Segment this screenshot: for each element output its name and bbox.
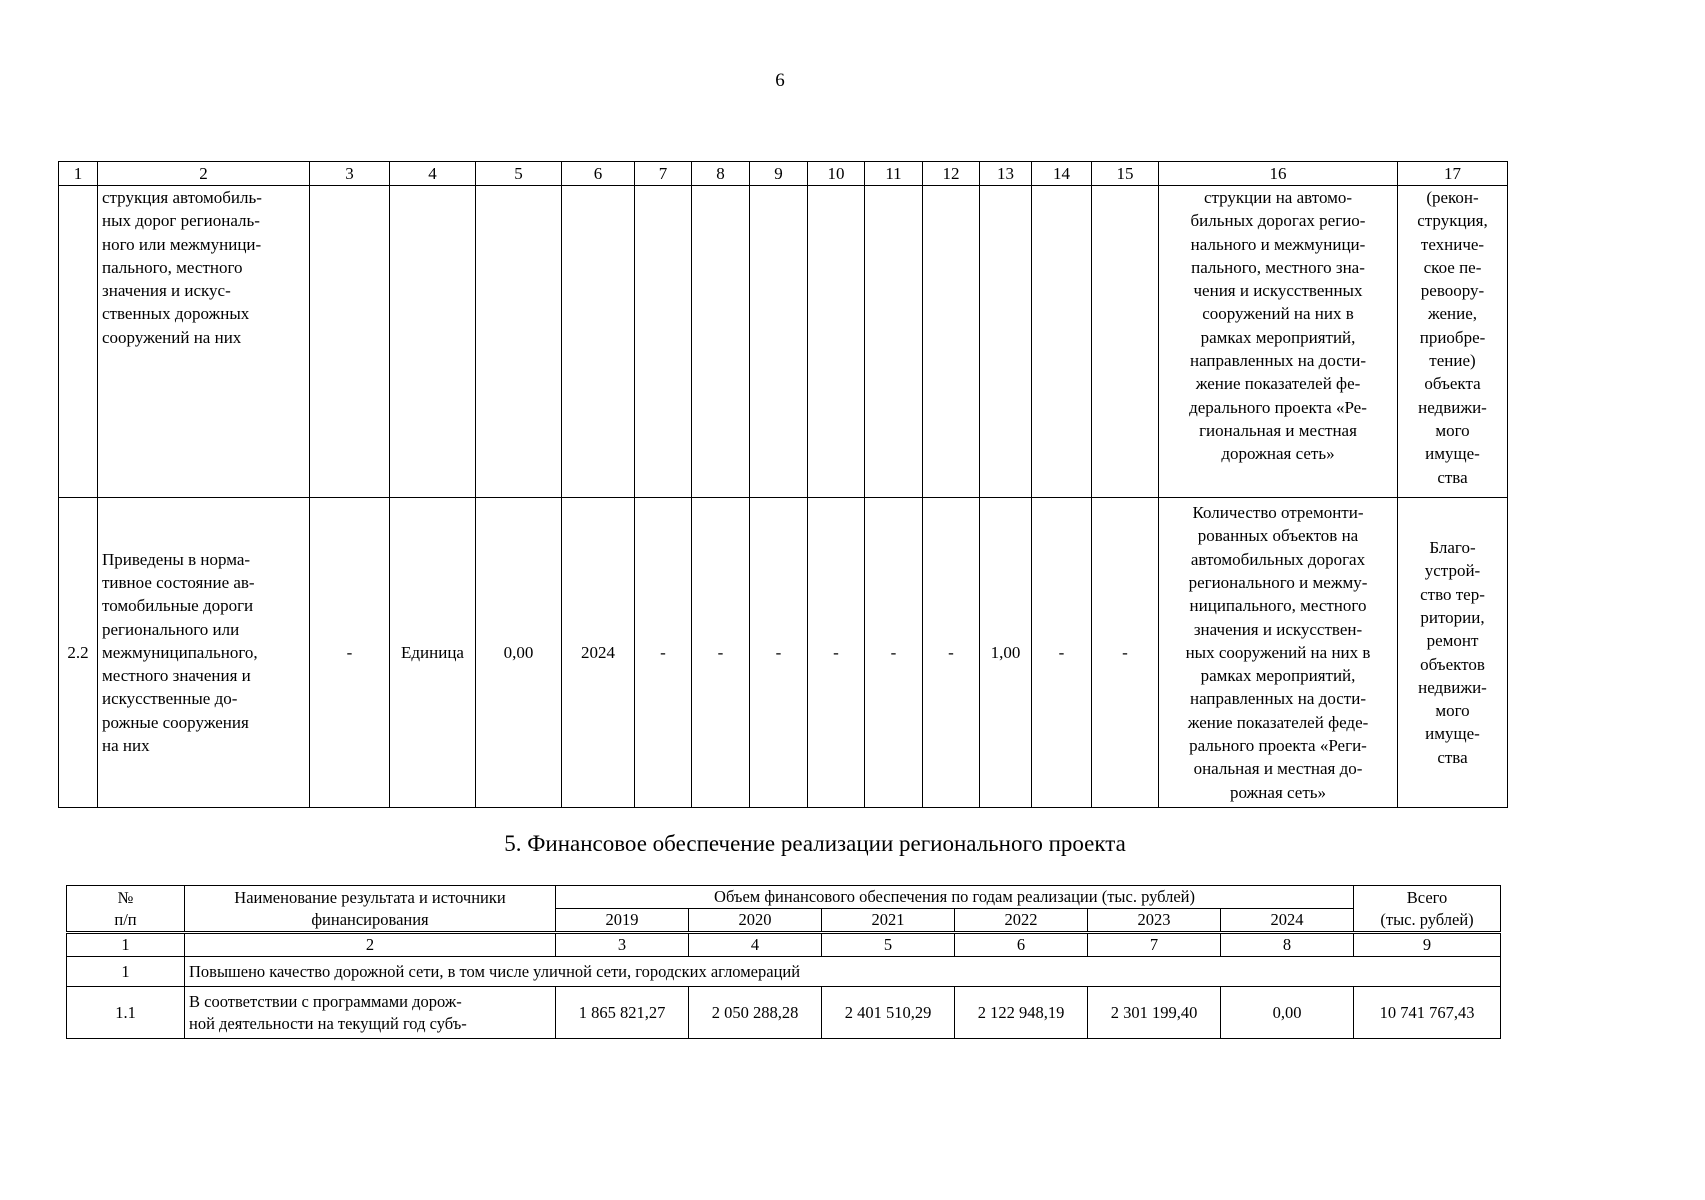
- table-row-1-1: [67, 987, 1501, 1039]
- amount-cell: 2 122 948,19: [955, 987, 1088, 1039]
- source-name-cell: В соответствии с программами дорож- ной деятельности на текущий год субъ-: [185, 987, 556, 1039]
- amount-cell: 2 050 288,28: [689, 987, 822, 1039]
- table-row-2-2: [59, 498, 1508, 808]
- characteristic-cell: Количество отремонти- рованных объектов на автомобильных дорогах регионального и межму- ниципального, местного значения и искусствен- ных сооружений на них в рамках мероприятий, направленных на дости- жение показателей феде- рального проекта «Реги- ональная и местная до- рожная сеть»: [1159, 498, 1398, 808]
- column-number: 7: [635, 162, 692, 186]
- amount-cell: 1 865 821,27: [556, 987, 689, 1039]
- header-number: № п/п: [67, 886, 185, 933]
- header-total: Всего (тыс. рублей): [1354, 886, 1501, 933]
- column-number: 11: [865, 162, 923, 186]
- column-number: 8: [1221, 933, 1354, 957]
- header-year: 2022: [955, 909, 1088, 933]
- column-number: 5: [822, 933, 955, 957]
- column-number: 2: [185, 933, 556, 957]
- empty-cell: [562, 186, 635, 498]
- column-number: 6: [955, 933, 1088, 957]
- column-number: 10: [808, 162, 865, 186]
- column-number: 8: [692, 162, 750, 186]
- base-value-cell: 0,00: [476, 498, 562, 808]
- row-number-cell: 2.2: [59, 498, 98, 808]
- total-cell: 10 741 767,43: [1354, 987, 1501, 1039]
- result-name-cell: струкция автомобиль- ных дорог региональ- ного или межмуници- пального, местного значения и искус- ственных дорожных сооружений на них: [98, 186, 310, 498]
- column-number: 1: [59, 162, 98, 186]
- column-number: 12: [923, 162, 980, 186]
- table-row-continued: [59, 186, 1508, 498]
- value-cell: -: [1092, 498, 1159, 808]
- empty-cell: [1092, 186, 1159, 498]
- header-year: 2024: [1221, 909, 1354, 933]
- amount-cell: 0,00: [1221, 987, 1354, 1039]
- column-number: 5: [476, 162, 562, 186]
- column-number: 13: [980, 162, 1032, 186]
- unit-cell: Единица: [390, 498, 476, 808]
- header-year: 2019: [556, 909, 689, 933]
- column-number: 17: [1398, 162, 1508, 186]
- value-cell: -: [635, 498, 692, 808]
- empty-cell: [59, 186, 98, 498]
- empty-cell: [390, 186, 476, 498]
- header-year: 2023: [1088, 909, 1221, 933]
- value-cell: -: [865, 498, 923, 808]
- column-number: 3: [310, 162, 390, 186]
- column-number: 4: [390, 162, 476, 186]
- column-number: 9: [750, 162, 808, 186]
- header-name: Наименование результата и источники финансирования: [185, 886, 556, 933]
- column-number: 3: [556, 933, 689, 957]
- column-number-row: [59, 162, 1508, 186]
- empty-cell: [1032, 186, 1092, 498]
- column-number: 6: [562, 162, 635, 186]
- page-number: 6: [775, 70, 785, 91]
- table-header-row: [67, 886, 1501, 909]
- empty-cell: [923, 186, 980, 498]
- header-year: 2020: [689, 909, 822, 933]
- section-title: 5. Финансовое обеспечение реализации регионального проекта: [504, 831, 1126, 856]
- column-number: 4: [689, 933, 822, 957]
- empty-cell: [635, 186, 692, 498]
- table-row-1: [67, 957, 1501, 987]
- empty-cell: [476, 186, 562, 498]
- empty-cell: [865, 186, 923, 498]
- column-number-row: [67, 933, 1501, 957]
- header-year: 2021: [822, 909, 955, 933]
- value-cell: -: [1032, 498, 1092, 808]
- empty-cell: [750, 186, 808, 498]
- empty-cell: [310, 186, 390, 498]
- value-cell: -: [750, 498, 808, 808]
- object-type-cell: (рекон- струкция, техниче- ское пе- ревоору- жение, приобре- тение) объекта недвижи- мого имуще- ства: [1398, 186, 1508, 498]
- characteristic-cell: струкции на автомо- бильных дорогах регио- нального и межмуници- пального, местного зна- чения и искусственных сооружений на них в рамках мероприятий, направленных на дости- жение показателей фе- дерального проекта «Ре- гиональная и местная дорожная сеть»: [1159, 186, 1398, 498]
- value-cell: -: [808, 498, 865, 808]
- base-year-cell: 2024: [562, 498, 635, 808]
- column-number: 7: [1088, 933, 1221, 957]
- object-type-cell: Благо- устрой- ство тер- ритории, ремонт объектов недвижи- мого имуще- ства: [1398, 498, 1508, 808]
- result-name-cell: Приведены в норма- тивное состояние ав- томобильные дороги регионального или межмуниципального, местного значения и искусственные до- рожные сооружения на них: [98, 498, 310, 808]
- result-name-cell: Повышено качество дорожной сети, в том числе уличной сети, городских агломераций: [185, 957, 1501, 987]
- column-number: 16: [1159, 162, 1398, 186]
- value-cell: -: [692, 498, 750, 808]
- column-number: 1: [67, 933, 185, 957]
- value-cell: 1,00: [980, 498, 1032, 808]
- value-cell: -: [310, 498, 390, 808]
- column-number: 9: [1354, 933, 1501, 957]
- value-cell: -: [923, 498, 980, 808]
- empty-cell: [808, 186, 865, 498]
- empty-cell: [692, 186, 750, 498]
- indicators-table: [58, 161, 1508, 808]
- amount-cell: 2 301 199,40: [1088, 987, 1221, 1039]
- column-number: 14: [1032, 162, 1092, 186]
- row-number-cell: 1.1: [67, 987, 185, 1039]
- financing-table: [66, 885, 1501, 1039]
- column-number: 15: [1092, 162, 1159, 186]
- column-number: 2: [98, 162, 310, 186]
- header-volume: Объем финансового обеспечения по годам реализации (тыс. рублей): [556, 886, 1354, 909]
- amount-cell: 2 401 510,29: [822, 987, 955, 1039]
- row-number-cell: 1: [67, 957, 185, 987]
- empty-cell: [980, 186, 1032, 498]
